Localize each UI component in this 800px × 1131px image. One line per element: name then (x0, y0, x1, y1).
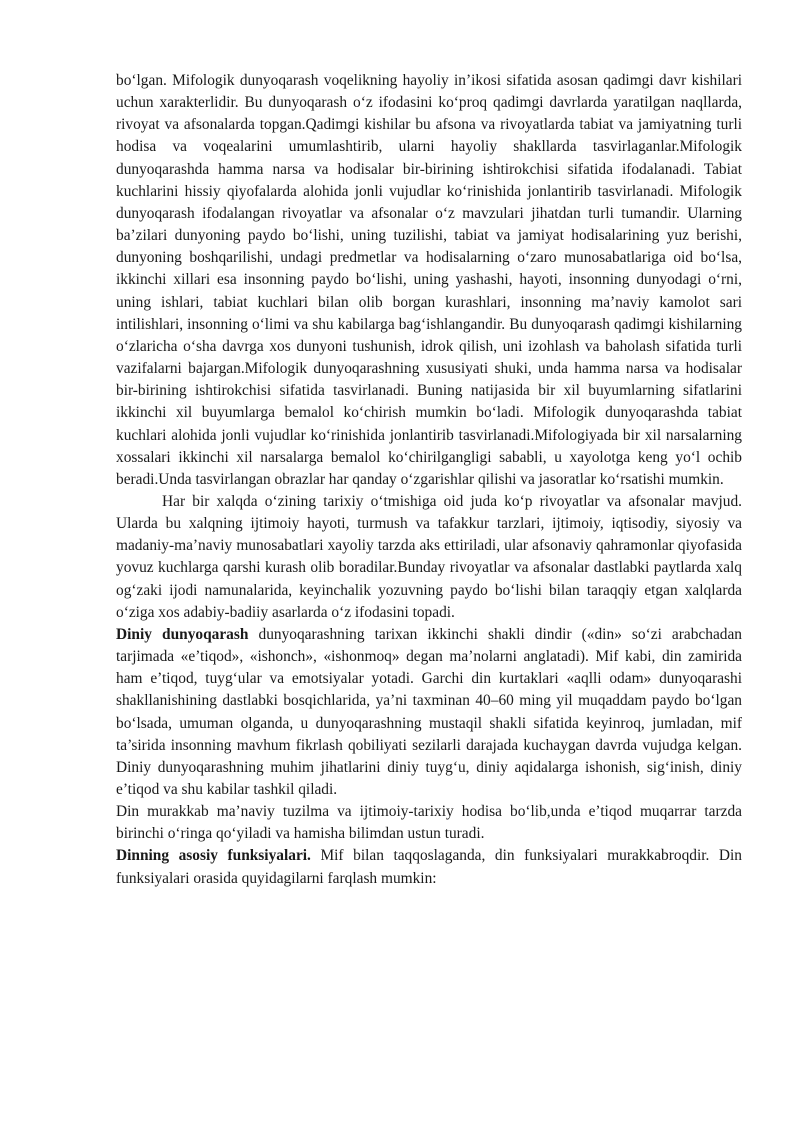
paragraph-legends: Har bir xalqda o‘zining tarixiy o‘tmishiga oid juda ko‘p rivoyatlar va afsonalar mavjud. Ularda bu xalqning ijtimoiy hayoti, turmush va tafakkur tarzlari, ijtimoiy, iqtisodiy, siyosiy va madaniy-ma’naviy munosabatlari xayoliy tarzda aks ettiriladi, ular afsonaviy qahramonlar qiyofasida yovuz kuchlarga qarshi kurash olib boradilar.Bunday rivoyatlar va afsonalar dastlabki paytlarda xalq og‘zaki ijodi namunalarida, keyinchalik yozuvning paydo bo‘lishi bilan taraqqiy etgan xalqlarda o‘ziga xos adabiy-badiiy asarlarda o‘z ifodasini topadi. (116, 492, 742, 621)
religious-worldview-heading: Diniy dunyoqarash (116, 625, 249, 643)
religious-worldview-text: dunyoqarashning tarixan ikkinchi shakli dindir («din» so‘zi arabchadan tarjimada «e’tiqod», «ishonch», «ishonmoq» degan ma’nolarni anglatadi). Mif kabi, din zamirida ham e’tiqod, tuyg‘ular va emotsiyalar yotadi. Garchi din kurtaklari «aqlli odam» dunyoqarashi shakllanishining dastlabki bosqichlarida, ya’ni taxminan 40–60 ming yil muqaddam paydo bo‘lgan bo‘lsada, umuman olganda, u dunyoqarashning mustaqil shakli sifatida keyinroq, jumladan, mif ta’sirida insonning mavhum fikrlash qobiliyati sezilarli darajada kuchaygan davrda vujudga kelgan. Diniy dunyoqarashning muhim jihatlarini diniy tuyg‘u, diniy aqidalarga ishonish, sig‘inish, diniy e’tiqod va shu kabilar tashkil qiladi. (116, 625, 742, 798)
paragraph-mythological-worldview: bo‘lgan. Mifologik dunyoqarash voqelikning hayoliy in’ikosi sifatida asosan qadimgi davr kishilari uchun xarakterlidir. Bu dunyoqarash o‘z ifodasini ko‘proq qadimgi davrlarda yaratilgan naqllarda, rivoyat va afsonalarda topgan.Qadimgi kishilar bu afsona va rivoyatlarda tabiat va jamiyatning turli hodisa va voqealarini umumlashtirib, ularni hayoliy shakllarda tasvirlaganlar.Mifologik dunyoqarashda hamma narsa va hodisalar bir-birining ishtirokchisi sifatida ifodalanadi. Tabiat kuchlarini hissiy qiyofalarda alohida jonli vujudlar ko‘rinishida jonlantirib tasvirlanadi. Mifologik dunyoqarash ifodalangan rivoyatlar va afsonalar o‘z mavzulari jihatdan turli tumandir. Ularning ba’zilari dunyoning paydo bo‘lishi, uning tuzilishi, tabiat va jamiyat hodisalarining yuz berishi, dunyoning boshqarilishi, undagi predmetlar va hodisalarning o‘zaro munosabatlariga oid bo‘lsa, ikkinchi xillari esa insonning paydo bo‘lishi, uning yashashi, hayoti, insonning dunyodagi o‘rni, uning ishlari, tabiat kuchlari bilan olib borgan kurashlari, insonning ma’naviy kamolot sari intilishlari, insonning o‘limi va shu kabilarga bag‘ishlangandir. Bu dunyoqarash qadimgi kishilarning o‘zlaricha o‘sha davrga xos dunyoni tushunish, idrok qilish, uni izohlash va baholash sifatida turli vazifalarni bajargan.Mifologik dunyoqarashning xususiyati shuki, unda hamma narsa va hodisalar bir-birining ishtirokchisi sifatida tasvirlanadi. Buning natijasida bir xil buyumlarning sifatlarini ikkinchi xil buyumlarga bemalol ko‘chirish mumkin bo‘ladi. Mifologik dunyoqarashda tabiat kuchlari alohida jonli vujudlar ko‘rinishida jonlantirib tasvirlanadi.Mifologiyada bir xil narsalarning xossalari ikkinchi xil narsalarga bemalol ko‘chirilgangligi sababli, u xayolotga keng yo‘l ochib beradi.Unda tasvirlangan obrazlar har qanday o‘zgarishlar qilishi va jasoratlar ko‘rsatishi mumkin. (116, 72, 742, 488)
document-page (116, 70, 742, 890)
paragraph-religion-functions (116, 845, 742, 889)
paragraph-religion-structure: Din murakkab ma’naviy tuzilma va ijtimoiy-tarixiy hodisa bo‘lib,unda e’tiqod muqarrar tarzda birinchi o‘ringa qo‘yiladi va hamisha bilimdan ustun turadi. (116, 803, 742, 843)
paragraph-religious-worldview (116, 624, 742, 801)
religion-functions-heading: Dinning asosiy funksiyalari. (116, 847, 311, 865)
religion-functions-text: Mif bilan taqqoslaganda, din funksiyalari murakkabroqdir. Din funksiyalari orasida quyidagilarni farqlash mumkin: (116, 847, 743, 887)
